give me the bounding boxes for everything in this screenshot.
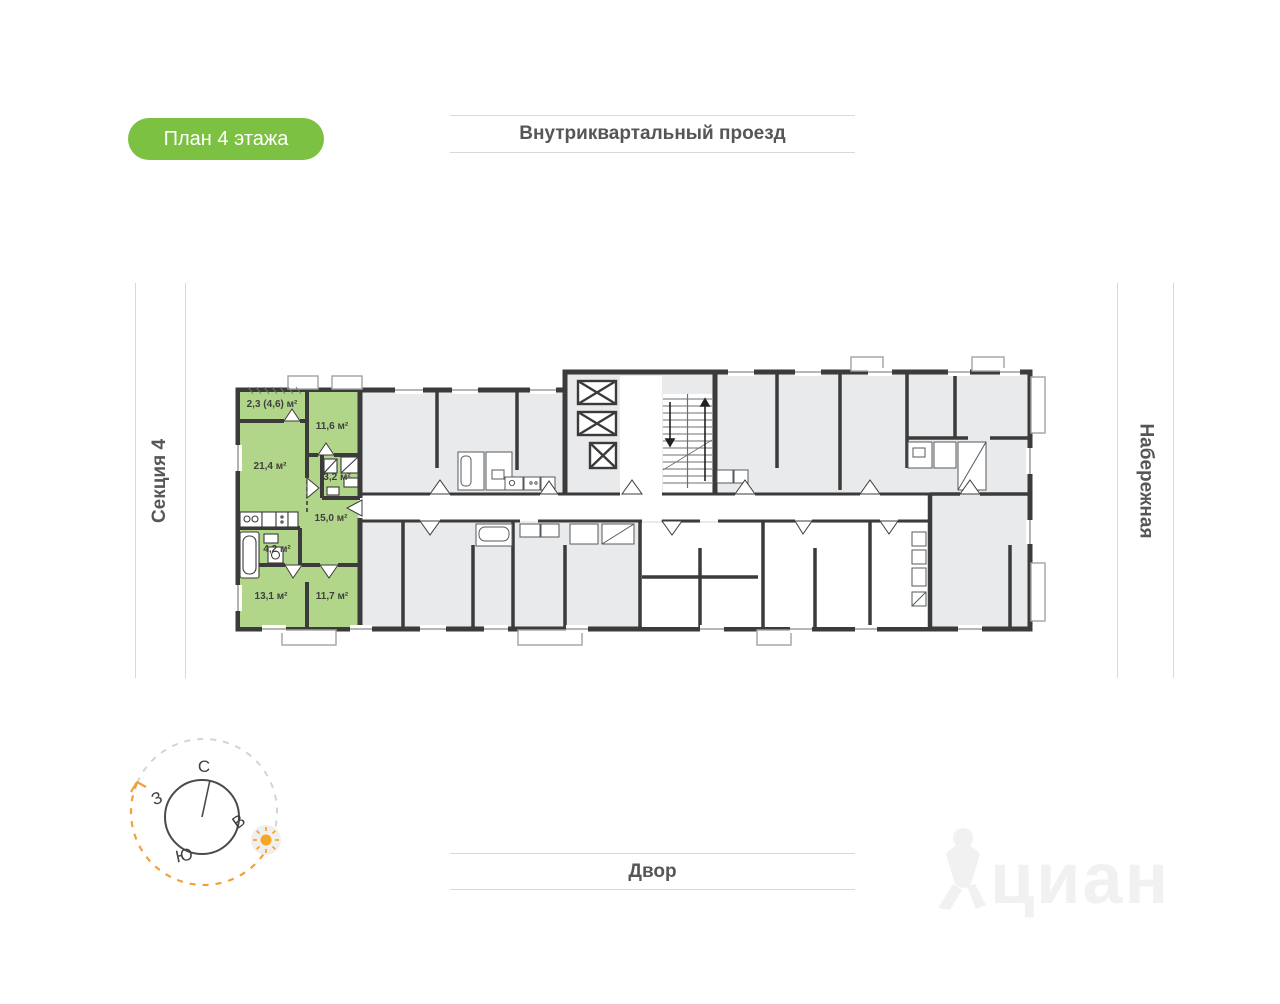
- room-area-bathroom: 4,2 м²: [263, 544, 291, 555]
- street-label-bottom-text: Двор: [628, 860, 677, 882]
- street-label-top-text: Внутриквартальный проезд: [519, 123, 786, 144]
- elevator-lobby: [620, 376, 662, 494]
- room-area-balcony: 2,3 (4,6) м²: [246, 399, 298, 410]
- compass-needle: [202, 780, 210, 817]
- room-area-living: 21,4 м²: [253, 461, 287, 472]
- section-label-left-text: Секция 4: [149, 438, 171, 523]
- floor-badge: План 4 этажа: [128, 118, 324, 160]
- white-rooms: [642, 523, 928, 627]
- highlighted-apartment[interactable]: [238, 387, 362, 629]
- kitchen-units: [240, 512, 298, 527]
- compass-west: З: [148, 787, 166, 810]
- compass-south: Ю: [173, 844, 195, 867]
- compass: [131, 739, 281, 885]
- cian-watermark-text: циан: [990, 839, 1171, 919]
- compass-east: В: [228, 810, 249, 833]
- street-label-right-text: Набережная: [1135, 422, 1157, 539]
- compass-arrow: [131, 782, 146, 792]
- room-area-bedroom-top: 11,6 м²: [315, 421, 349, 432]
- corridor: [360, 494, 930, 521]
- sun-icon: [251, 825, 281, 855]
- room-area-bedroom-bl: 13,1 м²: [254, 591, 288, 602]
- cian-watermark: [938, 828, 1170, 919]
- room-area-bedroom-br: 11,7 м²: [315, 591, 349, 602]
- compass-north: С: [197, 757, 211, 776]
- room-area-hallway: 15,0 м²: [314, 513, 348, 524]
- room-area-wc-small: 3,2 м²: [323, 472, 351, 483]
